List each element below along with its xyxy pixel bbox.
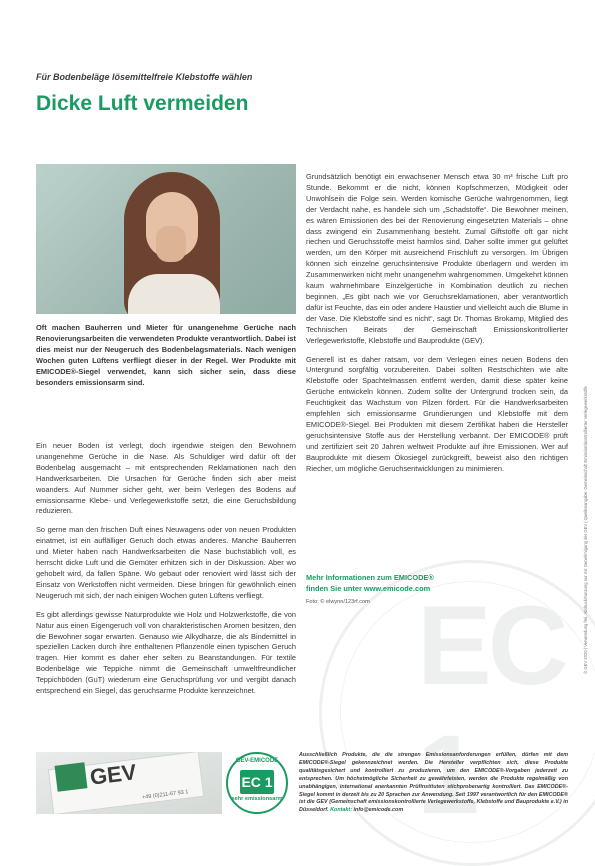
body-paragraph: Generell ist es daher ratsam, vor dem Verlegen eines neuen Bodens den Untergrund sorgfältig vorzubereiten. Dabei sollten Restschichten wie alte Klebstoffe oder Spachtelmassen entfernt werden, damit diese später keine Gerüche entwickeln können. Zudem sollte der Untergrund trocken sein, da Feuchtigkeit das Wachstum von Pilzen fördert. Für die Handwerksarbeiten empfehlen sich emissionsarme Grundierungen und Klebstoffe mit dem EMICODE®-Siegel. Bei Produkten mit diesem Zertifikat haben die Hersteller geruchsintensive Stoffe aus der Herstellung verbannt. Der EMICODE® prüft und zertifiziert seit 20 Jahren weltweit Produkte auf ihre Emissionen. Wer auf Bauprodukte mit diesem Ökosiegel zurückgreift, beweist also den richtigen Riecher, um mögliche Geruchsentwicklungen zu minimieren. [306,354,568,473]
right-column [306,172,568,482]
contact-label: Kontakt: [330,807,353,814]
photo-body [128,274,220,314]
watermark-text: EC 1 [417,583,565,837]
body-paragraph: Es gibt allerdings gewisse Naturprodukte wie Holz und Holzwerkstoffe, die von Natur aus einen Eigengeruch voll von charakteristischen Aromen besitzen, den die Bewohner sogar erwarten. Genauso wie Alkydharze, die als Bindemittel in speziellen Lacken durch ihre enthaltenen Pflanzenöle einen typischen Geruch tragen. Hier kommt es daher eher selten zu Beanstandungen. Für textile Bodenbeläge wie Teppiche nimmt die Gemeinschaft umweltfreundlicher Teppichböden (GuT) wiederum eine Geruchsprüfung vor und vergibt danach entsprechend ein Siegel, das geruchsarme Produkte kennzeichnet. [36,609,296,696]
more-info-line: Mehr Informationen zum EMICODE® [306,573,434,582]
gev-photo [36,752,222,814]
body-paragraph: So gerne man den frischen Duft eines Neuwagens oder von neuen Produkten einatmet, ist ein auffälliger Geruch doch etwas anderes. Manche Bauherren und Mieter haben nach Handwerksarbeiten die Nase buchstäblich voll, es herrscht dicke Luft und die Gemüter erhitzen sich in der Diskussion. Aber wo gehobelt wird, da fallen Späne. Wo gebaut oder renoviert wird lässt sich der Einsatz von Werkstoffen nicht vermeiden. Diese bringen für gewöhnlich einen Neugeruch mit sich, der nach einigen Wochen guten Lüftens verfliegt. [36,525,296,600]
seal-top-label: GEV-EMICODE [235,758,279,764]
left-column [36,441,296,705]
photo-hand [156,226,186,262]
seal-bottom-label: sehr emissionsarm [231,796,283,802]
more-info-link[interactable]: finden Sie unter www.emicode.com [306,584,431,593]
seal-center: EC 1 [240,770,274,794]
gev-logo: GEV [88,759,138,790]
side-note-text: © GEV 2020 | Verwendung frei, Abdruck/Nutzung nur mit Genehmigung der GEV | Quellenangabe: Gemeinschaft Emissionskontrollierter Verlegewerkstoffe [583,386,588,674]
contact-email[interactable]: info@emicode.com [353,807,404,814]
photo-credit: Foto: © elwynn/123rf.com [306,599,370,605]
footer-text [299,752,568,815]
footer-body: Ausschließlich Produkte, die die strengen Emissionsanforderungen erfüllen, dürfen mit dem EMICODE®-Siegel gekennzeichnet werden. Die Hersteller verpflichten sich, diese Produkte qualitätsgesichert und kontrolliert zu produzieren, um den EMICODE®-Vorgaben jederzeit zu entsprechen. Um höchstmögliche Sicherheit zu gewährleisten, werden die Produkte regelmäßig von unabhängigen, international anerkannten Prüfinstituten stichprobenartig kontrolliert. Das EMICODE®-Siegel kommt in derzeit bis zu 20 Sprachen zur Anwendung. Seit 1997 verantwortlich für den EMICODE® ist die GEV (Gemeinschaft emissionskontrollierte Verlegewerkstoffe, Klebstoffe und Bauprodukte e.V.) in Düsseldorf. [299,752,568,814]
body-paragraph: Ein neuer Boden ist verlegt, doch irgendwie steigen den Bewohnern unangenehme Gerüche in die Nase. Als Schuldiger wird dafür oft der Bodenbelag ausgemacht – mit entsprechenden Reklamationen nach den Handwerksarbeiten. Die Ursachen für Gerüche finden sich aber meist woanders. Auf Nummer sicher geht, wer beim Verlegen des Bodens auf emissionsarme Klebe- und Verlegewerkstoffe setzt, die eine Geruchsbildung reduzieren. [36,441,296,516]
lead-paragraph: Oft machen Bauherren und Mieter für unangenehme Gerüche nach Renovierungsarbeiten die verwendeten Produkte verantwortlich. Dabei ist dies meist nur der Neugeruch des Bodenbelagsmaterials. Nach wenigen Wochen guten Lüftens verfliegt dieser in der Regel. Wer Produkte mit EMICODE®-Siegel verwendet, kann sich sicher sein, dass diese besonders emissionsarm sind. [36,323,296,387]
footer [36,752,568,814]
page-title: Dicke Luft vermeiden [36,92,249,115]
article-photo [36,164,296,314]
side-note [583,260,593,800]
emicode-seal [226,752,288,814]
more-info [306,572,568,594]
kicker: Für Bodenbeläge lösemittelfreie Klebstoffe wählen [36,72,253,82]
gev-stripe [55,762,88,791]
ec1-watermark [319,560,595,866]
body-paragraph: Grundsätzlich benötigt ein erwachsener Mensch etwa 30 m³ frische Luft pro Stunde. Bekommt er die nicht, können Kopfschmerzen, Müdigkeit oder Unwohlsein die Folge sein. Werden komische Gerüche wahrgenommen, liegt der Verdacht nahe, es handele sich um „Schadstoffe“. Die Bewohner meinen, es wären Emissionen des bei der Renovierung eingesetzten Materials – ohne dass zwingend ein Zusammenhang besteht. Zumal Giftstoffe oft gar nicht riechen und Geruchsstoffe meist harmlos sind. Daher sollte immer gut gelüftet werden, um den Körper mit ausreichend Frischluft zu versorgen. Im Übrigen können sich einzelne geruchsintensive Produkte überlagern und werden im Zusammenwirken nicht mehr unangenehm wahrgenommen. Umgekehrt können kaum wahrnehmbare Einzelgerüche in Kombination deutlich zu riechen beginnen. „Es gibt nach wie vor Geruchsreklamationen, aber verantwortlich dafür ist Feuchte, das ein oder andere Haustier und vielleicht auch die Blume in der Vase. Die Klebstoffe sind es nicht“, sagt Dr. Thomas Brokamp, Mitglied des Technischen Beirats der Gemeinschaft Emissionskontrollierter Verlegewerkstoffe, Klebstoffe und Bauprodukte (GEV). [306,172,568,345]
gev-phone: +49 (0)211-67 93 1 [141,789,189,801]
